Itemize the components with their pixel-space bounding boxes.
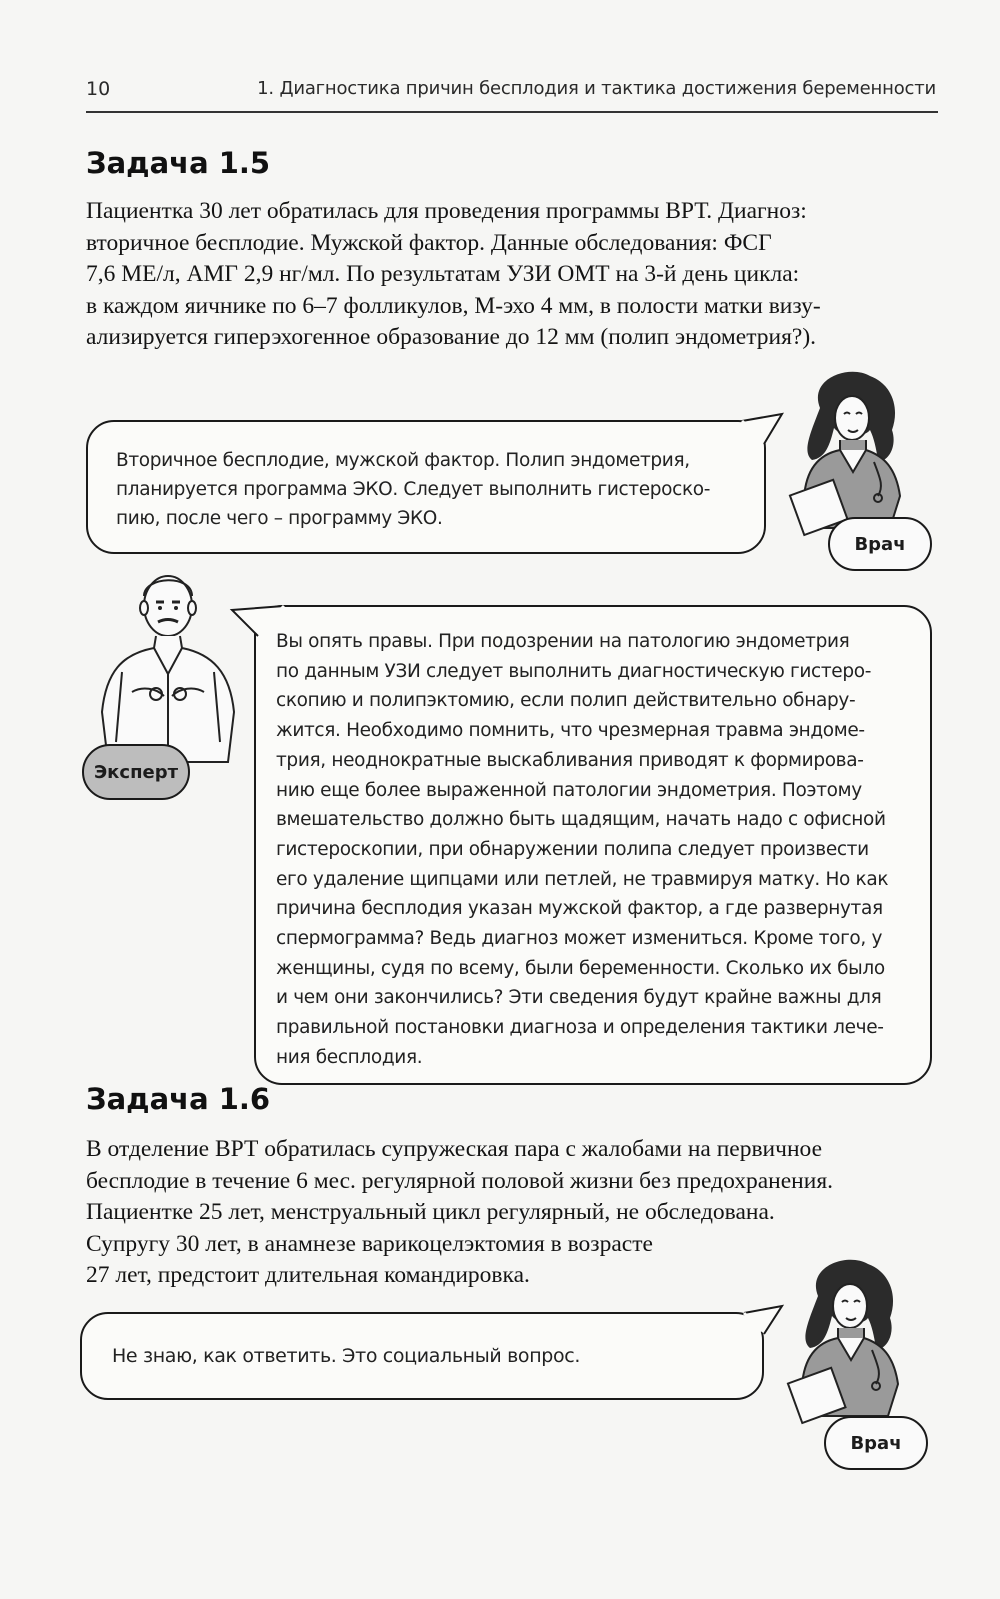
- expert-reply-line: скопию и полипэктомию, если полип действительно обнару-: [276, 690, 856, 712]
- expert-reply-line: нию еще более выраженной патологии эндометрия. Поэтому: [276, 779, 862, 801]
- task-1-6-line: В отделение ВРТ обратилась супружеская пара с жалобами на первичное: [86, 1136, 822, 1162]
- expert-reply-line: причина бесплодия указан мужской фактор, а где развернутая: [276, 898, 883, 920]
- expert-reply-line: его удаление щипцами или петлей, не травмируя матку. Но как: [276, 868, 889, 890]
- task-1-5-line: Пациентка 30 лет обратилась для проведения программы ВРТ. Диагноз:: [86, 198, 807, 224]
- chapter-title: 1. Диагностика причин бесплодия и тактика достижения беременности: [257, 78, 936, 99]
- task-1-5-heading: Задача 1.5: [86, 146, 271, 180]
- task-1-5-line: ализируется гиперэхогенное образование до 12 мм (полип эндометрия?).: [86, 324, 817, 350]
- expert-reply-line: и чем они закончились? Эти сведения будут крайне важны для: [276, 987, 882, 1009]
- task-1-6-line: бесплодие в течение 6 мес. регулярной половой жизни без предохранения.: [86, 1167, 834, 1194]
- task-1-6-line: Пациентке 25 лет, менструальный цикл регулярный, не обследована.: [86, 1199, 775, 1225]
- expert-label-badge: Эксперт: [82, 744, 190, 800]
- doctor-illustration-2: [788, 1256, 918, 1436]
- doctor-label-badge: Врач: [828, 517, 932, 571]
- expert-reply-line: жится. Необходимо помнить, что чрезмерная травма эндоме-: [276, 720, 865, 742]
- task-1-5-line: вторичное бесплодие. Мужской фактор. Данные обследования: ФСГ: [86, 229, 772, 256]
- task-1-5-line: в каждом яичнике по 6–7 фолликулов, М-эхо 4 мм, в полости матки визу-: [86, 292, 821, 319]
- doctor-reply-line: Вторичное бесплодие, мужской фактор. Полип эндометрия,: [116, 450, 690, 471]
- page-number: 10: [86, 78, 111, 100]
- expert-reply-line: гистероскопии, при обнаружении полипа следует произвести: [276, 838, 869, 860]
- expert-reply-line: по данным УЗИ следует выполнить диагностическую гистеро-: [276, 660, 872, 682]
- task-1-6-line: 27 лет, предстоит длительная командировка.: [86, 1262, 530, 1288]
- task-1-5-line: 7,6 МЕ/л, АМГ 2,9 нг/мл. По результатам УЗИ ОМТ на 3-й день цикла:: [86, 261, 800, 287]
- doctor-label-badge-2: Врач: [824, 1416, 928, 1470]
- task-1-6-line: Супругу 30 лет, в анамнезе варикоцелэктомия в возрасте: [86, 1230, 653, 1257]
- expert-reply-line: ния бесплодия.: [276, 1046, 423, 1068]
- expert-reply-line: правильной постановки диагноза и определения тактики лече-: [276, 1017, 884, 1039]
- expert-reply-line: трия, неоднократные выскабливания приводят к формирова-: [276, 749, 864, 771]
- expert-reply-line: вмешательство должно быть щадящим, начать надо с офисной: [276, 809, 886, 831]
- expert-reply-line: Вы опять правы. При подозрении на патологию эндометрия: [276, 631, 850, 652]
- doctor-reply-line: пию, после чего – программу ЭКО.: [116, 508, 443, 529]
- expert-reply-line: спермограмма? Ведь диагноз может измениться. Кроме того, у: [276, 928, 883, 950]
- doctor-reply-line: планируется программа ЭКО. Следует выполнить гистероско-: [116, 479, 711, 500]
- expert-reply-line: женщины, судя по всему, были беременности. Сколько их было: [276, 957, 885, 979]
- doctor-reply-text-2: [112, 1342, 580, 1370]
- task-1-6-heading: Задача 1.6: [86, 1082, 271, 1116]
- doctor-reply-line: Не знаю, как ответить. Это социальный вопрос.: [112, 1345, 581, 1367]
